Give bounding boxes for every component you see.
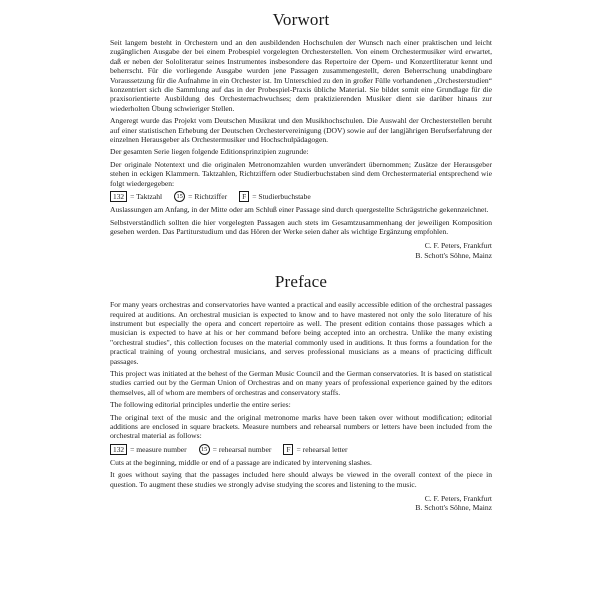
rehearsal-letter-box: F	[239, 191, 249, 202]
measure-number-label: = Taktzahl	[130, 192, 163, 202]
vorwort-symbol-legend	[110, 191, 492, 202]
vorwort-signature	[110, 241, 492, 260]
signature-line-2: B. Schott's Söhne, Mainz	[415, 250, 492, 260]
signature-line-1: C. F. Peters, Frankfurt	[424, 241, 492, 251]
preface-signature	[110, 494, 492, 513]
vorwort-section	[110, 0, 492, 260]
signature-line-2: B. Schott's Söhne, Mainz	[415, 503, 492, 513]
preface-symbol-legend	[110, 444, 492, 455]
vorwort-paragraph-1: Seit langem besteht in Orchestern und an den ausbildenden Hochschulen der Wunsch nach einer praktischen und leicht zugänglichen Ausgabe der bei einem Probespiel vorgelegten Orchesterstellen. Von einem Orchestermusiker wird erwartet, daß er neben der Sololiteratur seines Instrumentes insbesondere das Repertoire der Opern- und Konzertliteratur kennt und beherrscht. Für die vorliegende Ausgabe wurden jene Passagen zusammengestellt, deren Beherrschung unabdingbare Voraussetzung für die Aufnahme in ein Orchester ist. Im Unterschied zu den in großer Fülle vorhandenen „Orchesterstudien“ konzentriert sich die Sammlung auf das in der Probespiel-Praxis übliche Material. Sie bildet somit eine Grundlage für die praxisorientierte Ausbildung des Orchesternachwuchses; dem praktizierenden Musiker dient sie darüber hinaus zur wiederholten Übung schwieriger Stellen.	[110, 38, 492, 113]
rehearsal-number-label: = rehearsal number	[212, 444, 272, 454]
preface-section	[110, 272, 492, 513]
vorwort-paragraph-6: Selbstverständlich sollten die hier vorgelegten Passagen auch stets im Gesamtzusammenhang der jeweiligen Komposition gesehen werden. Das Partiturstudium und das Hören der Werke seien daher als wichtige Ergänzung empfohlen.	[110, 217, 492, 236]
preface-paragraph-6: It goes without saying that the passages included here should always be viewed in the overall context of the piece in question. To augment these studies we strongly advise studying the scores and listening to the music.	[110, 470, 492, 489]
preface-paragraph-4: The original text of the music and the original metronome marks have been taken over without modification; editorial additions are enclosed in square brackets. Measure numbers and rehearsal numbers or letters have been included from the orchestral material as follows:	[110, 412, 492, 441]
preface-paragraph-5: Cuts at the beginning, middle or end of a passage are indicated by intervening slashes.	[110, 457, 372, 467]
measure-number-box: 132	[110, 444, 127, 455]
preface-paragraph-3: The following editorial principles underlie the entire series:	[110, 400, 291, 410]
rehearsal-number-circle: 15	[199, 444, 210, 455]
vorwort-paragraph-4: Der originale Notentext und die originalen Metronomzahlen wurden unverändert übernommen; Zusätze der Herausgeber stehen in eckigen Klammern. Taktzahlen, Richtziffern oder Studierbuchstaben sind dem Orchestermaterial entsprechend wie folgt wiedergegeben:	[110, 159, 492, 188]
vorwort-paragraph-3: Der gesamten Serie liegen folgende Editionsprinzipien zugrunde:	[110, 147, 309, 157]
measure-number-box: 132	[110, 191, 127, 202]
rehearsal-letter-label: = rehearsal letter	[296, 444, 348, 454]
preface-paragraph-1: For many years orchestras and conservatories have wanted a practical and easily accessible edition of the orchestral passages required at auditions. An orchestral musician is expected to know and to have mastered not only the solo literature of his instrument but especially the opera and concert repertoire as well. The present edition contains those passages which a musician is expected to have at his or her command before being accepted into an orchestra. Unlike the many existing "orchestral studies", this collection focuses on the material commonly used in auditions. It thus forms a foundation for the practical training of young orchestral musicians, and serves professional musicians as a means of practicing difficult passages.	[110, 300, 492, 366]
rehearsal-letter-box: F	[283, 444, 293, 455]
rehearsal-letter-label: = Studierbuchstabe	[252, 192, 311, 202]
preface-title: Preface	[274, 272, 328, 292]
signature-line-1: C. F. Peters, Frankfurt	[424, 494, 492, 504]
rehearsal-number-circle: 15	[174, 191, 185, 202]
vorwort-title: Vorwort	[272, 10, 330, 29]
vorwort-paragraph-5: Auslassungen am Anfang, in der Mitte oder am Schluß einer Passage sind durch quergestellte Schrägstriche gekennzeichnet.	[110, 205, 489, 215]
preface-paragraph-2: This project was initiated at the behest of the German Music Council and the German conservatories. It is based on statistical studies carried out by the German Union of Orchestras and on many years of professional experience gained by the editors themselves, all of whom are members of orchestras and conservatory staffs.	[110, 368, 492, 397]
rehearsal-number-label: = Richtziffer	[188, 192, 228, 202]
vorwort-paragraph-2: Angeregt wurde das Projekt vom Deutschen Musikrat und den Musikhochschulen. Die Auswahl der Orchesterstellen beruht auf einer statistischen Erhebung der Deutschen Orchestervereinigung (DOV) sowie auf der langjährigen Berufserfahrung der einzelnen Herausgeber als Orchestermusiker und Hochschulpädagogen.	[110, 116, 492, 145]
measure-number-label: = measure number	[130, 444, 187, 454]
